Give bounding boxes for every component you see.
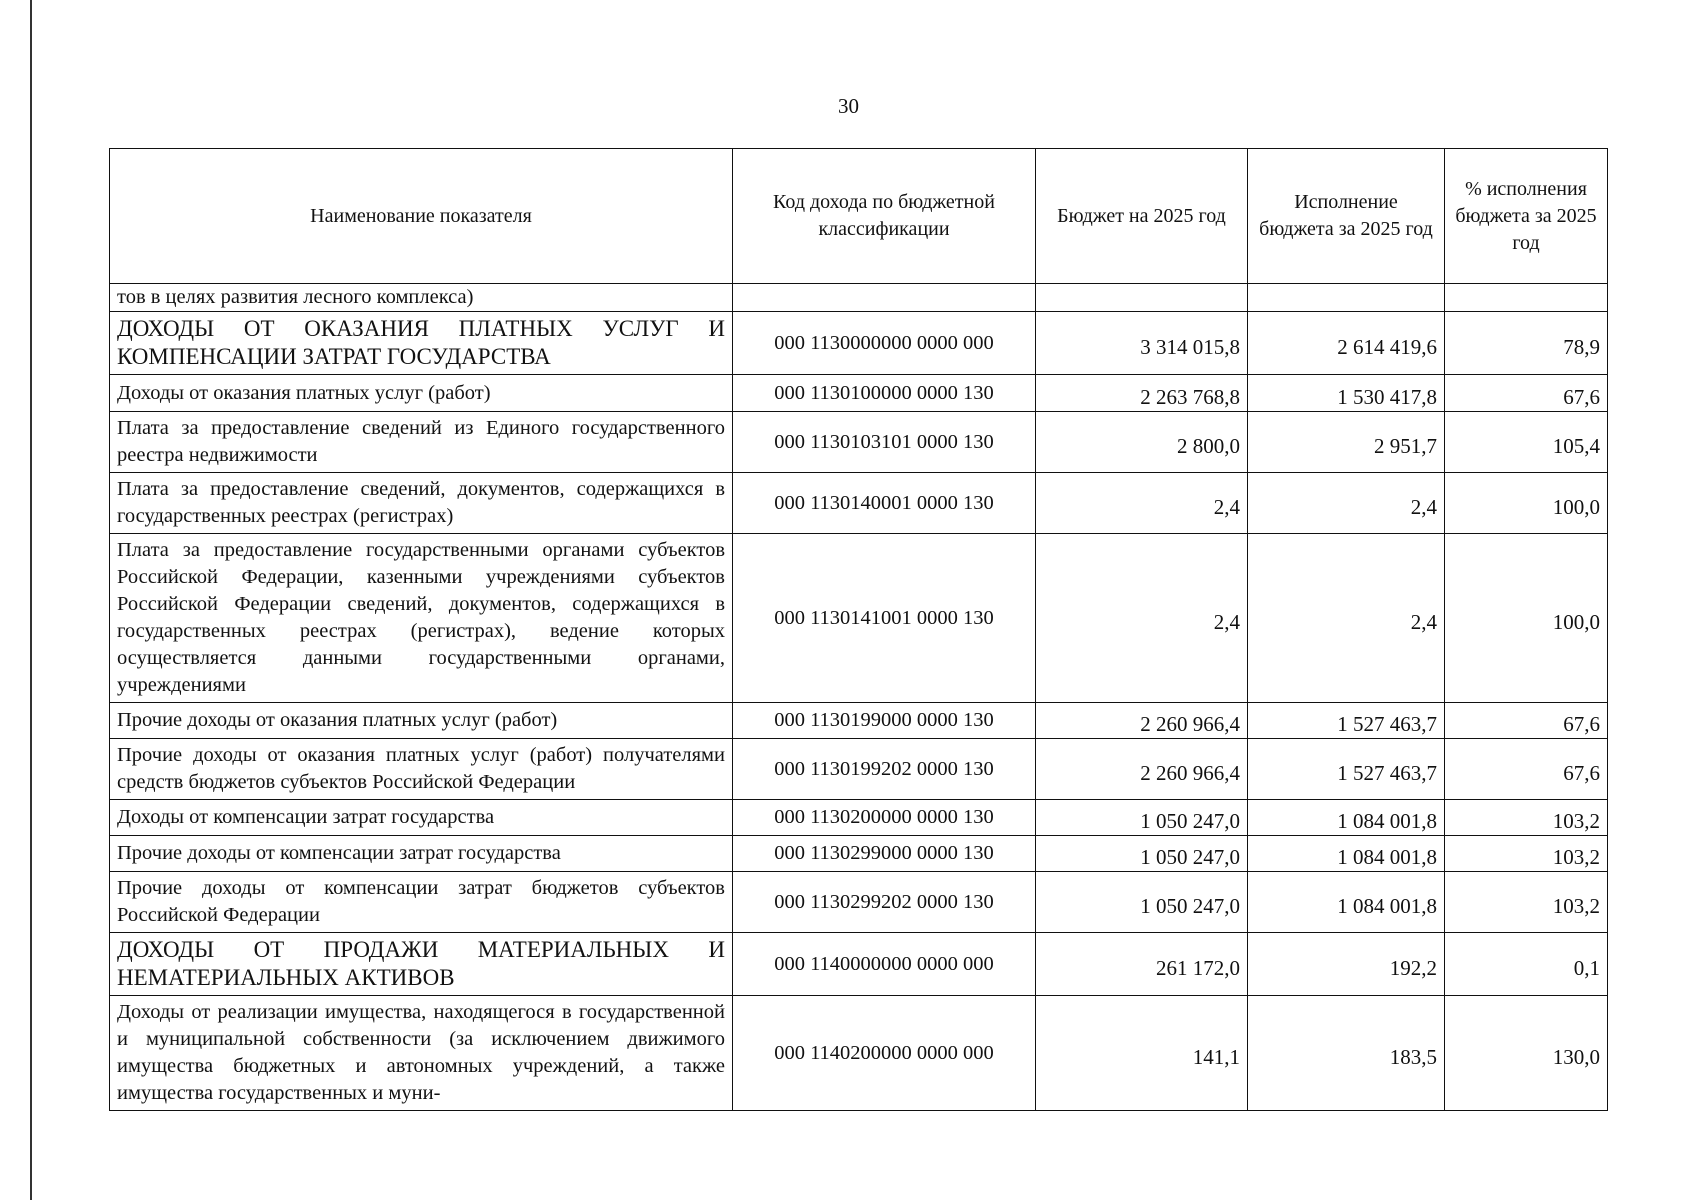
row-execution [1248, 996, 1445, 1111]
header-budget: Бюджет на 2025 год [1036, 149, 1248, 284]
table-header-row [110, 149, 1608, 284]
row-execution [1248, 412, 1445, 473]
row-percent-value: 67,6 [1563, 712, 1600, 736]
row-percent [1445, 412, 1608, 473]
row-execution [1248, 312, 1445, 375]
table-row [110, 473, 1608, 534]
row-execution-value: 1 527 463,7 [1337, 760, 1437, 785]
row-name: Доходы от компенсации затрат государства [110, 800, 733, 836]
row-budget-value: 2 260 966,4 [1140, 712, 1240, 736]
table-row [110, 872, 1608, 933]
row-budget-value: 1 050 247,0 [1140, 893, 1240, 918]
row-execution-value: 1 527 463,7 [1337, 712, 1437, 736]
row-budget-value: 261 172,0 [1156, 955, 1240, 980]
header-percent: % исполнения бюджета за 2025 год [1445, 149, 1608, 284]
row-code: 000 1130299000 0000 130 [733, 836, 1036, 872]
row-execution [1248, 473, 1445, 534]
row-code: 000 1140200000 0000 000 [733, 996, 1036, 1111]
row-code: 000 1130140001 0000 130 [733, 473, 1036, 534]
row-code: 000 1130141001 0000 130 [733, 534, 1036, 703]
row-code: 000 1130100000 0000 130 [733, 375, 1036, 412]
row-execution-value: 1 084 001,8 [1337, 809, 1437, 833]
header-execution: Исполнение бюджета за 2025 год [1248, 149, 1445, 284]
row-percent [1445, 996, 1608, 1111]
row-percent-value: 78,9 [1563, 334, 1600, 359]
row-code: 000 1130200000 0000 130 [733, 800, 1036, 836]
continuation-text: тов в целях развития лесного комплекса) [110, 284, 733, 312]
row-code: 000 1130199202 0000 130 [733, 739, 1036, 800]
row-execution [1248, 375, 1445, 412]
row-name: Плата за предоставление государственными органами субъектов Российской Федерации, казенными учреждениями субъектов Российской Федерации сведений, документов, содержащихся в государственных реестрах (регистрах), ведение которых осуществляется данными государственными органами, учреждениями [110, 534, 733, 703]
row-percent-value: 0,1 [1573, 955, 1600, 980]
row-execution-value: 2,4 [1410, 609, 1437, 634]
continuation-row [110, 284, 1608, 312]
empty-cell [1036, 284, 1248, 312]
row-percent [1445, 534, 1608, 703]
budget-table [109, 148, 1608, 1111]
row-execution-value: 1 530 417,8 [1337, 384, 1437, 409]
row-percent [1445, 800, 1608, 836]
header-code: Код дохода по бюджетной классификации [733, 149, 1036, 284]
header-name: Наименование показателя [110, 149, 733, 284]
row-execution [1248, 933, 1445, 996]
row-execution [1248, 800, 1445, 836]
row-budget-value: 3 314 015,8 [1140, 334, 1240, 359]
row-percent-value: 100,0 [1552, 494, 1600, 519]
table-row [110, 933, 1608, 996]
row-code: 000 1140000000 0000 000 [733, 933, 1036, 996]
row-budget [1036, 836, 1248, 872]
row-percent [1445, 375, 1608, 412]
row-budget-value: 1 050 247,0 [1140, 845, 1240, 869]
row-percent-value: 103,2 [1552, 809, 1600, 833]
row-code: 000 1130299202 0000 130 [733, 872, 1036, 933]
row-budget [1036, 933, 1248, 996]
row-code: 000 1130199000 0000 130 [733, 703, 1036, 739]
row-budget-value: 141,1 [1192, 1044, 1240, 1069]
row-percent-value: 100,0 [1552, 609, 1600, 634]
row-budget-value: 2 800,0 [1177, 433, 1240, 458]
row-execution-value: 2 614 419,6 [1337, 334, 1437, 359]
row-percent-value: 103,2 [1552, 893, 1600, 918]
row-execution-value: 2,4 [1410, 494, 1437, 519]
row-budget [1036, 739, 1248, 800]
row-budget-value: 2,4 [1213, 494, 1240, 519]
row-budget [1036, 312, 1248, 375]
table-row [110, 836, 1608, 872]
row-budget [1036, 534, 1248, 703]
row-execution [1248, 703, 1445, 739]
row-percent [1445, 473, 1608, 534]
row-execution [1248, 739, 1445, 800]
table-row [110, 534, 1608, 703]
row-execution [1248, 534, 1445, 703]
row-percent-value: 67,6 [1563, 760, 1600, 785]
row-percent-value: 105,4 [1552, 433, 1600, 458]
row-budget [1036, 703, 1248, 739]
row-name: Прочие доходы от оказания платных услуг (работ) [110, 703, 733, 739]
row-name: Плата за предоставление сведений, документов, содержащихся в государственных реестрах (регистрах) [110, 473, 733, 534]
row-execution-value: 192,2 [1389, 955, 1437, 980]
table-row [110, 375, 1608, 412]
row-execution-value: 2 951,7 [1374, 433, 1437, 458]
row-name: ДОХОДЫ ОТ ПРОДАЖИ МАТЕРИАЛЬНЫХ И НЕМАТЕРИАЛЬНЫХ АКТИВОВ [110, 933, 733, 996]
table-row [110, 800, 1608, 836]
table-row [110, 996, 1608, 1111]
empty-cell [1248, 284, 1445, 312]
row-budget [1036, 996, 1248, 1111]
row-budget-value: 2 260 966,4 [1140, 760, 1240, 785]
row-execution-value: 1 084 001,8 [1337, 893, 1437, 918]
row-budget-value: 1 050 247,0 [1140, 809, 1240, 833]
row-budget-value: 2,4 [1213, 609, 1240, 634]
row-execution [1248, 836, 1445, 872]
row-percent [1445, 836, 1608, 872]
row-name: Плата за предоставление сведений из Единого государственного реестра недвижимости [110, 412, 733, 473]
row-percent-value: 130,0 [1552, 1044, 1600, 1069]
row-name: Прочие доходы от компенсации затрат государства [110, 836, 733, 872]
row-execution [1248, 872, 1445, 933]
page-margin-line [30, 0, 32, 1200]
row-percent [1445, 872, 1608, 933]
row-budget [1036, 412, 1248, 473]
row-name: Прочие доходы от компенсации затрат бюджетов субъектов Российской Федерации [110, 872, 733, 933]
row-budget [1036, 375, 1248, 412]
row-budget [1036, 473, 1248, 534]
row-code: 000 1130000000 0000 000 [733, 312, 1036, 375]
row-execution-value: 1 084 001,8 [1337, 845, 1437, 869]
row-name: Доходы от оказания платных услуг (работ) [110, 375, 733, 412]
table-row [110, 412, 1608, 473]
table-row [110, 703, 1608, 739]
row-percent [1445, 312, 1608, 375]
row-percent [1445, 739, 1608, 800]
row-name: ДОХОДЫ ОТ ОКАЗАНИЯ ПЛАТНЫХ УСЛУГ И КОМПЕНСАЦИИ ЗАТРАТ ГОСУДАРСТВА [110, 312, 733, 375]
row-name: Доходы от реализации имущества, находящегося в государственной и муниципальной собственности (за исключением движимого имущества бюджетных и автономных учреждений, а также имущества государственных и муни- [110, 996, 733, 1111]
row-execution-value: 183,5 [1389, 1044, 1437, 1069]
row-percent [1445, 703, 1608, 739]
row-budget [1036, 872, 1248, 933]
row-name: Прочие доходы от оказания платных услуг (работ) получателями средств бюджетов субъектов Российской Федерации [110, 739, 733, 800]
empty-cell [1445, 284, 1608, 312]
table-row [110, 739, 1608, 800]
row-percent-value: 67,6 [1563, 384, 1600, 409]
row-budget-value: 2 263 768,8 [1140, 384, 1240, 409]
page-number: 30 [838, 94, 859, 118]
row-percent [1445, 933, 1608, 996]
row-budget [1036, 800, 1248, 836]
empty-cell [733, 284, 1036, 312]
table-row [110, 312, 1608, 375]
row-percent-value: 103,2 [1552, 845, 1600, 869]
row-code: 000 1130103101 0000 130 [733, 412, 1036, 473]
